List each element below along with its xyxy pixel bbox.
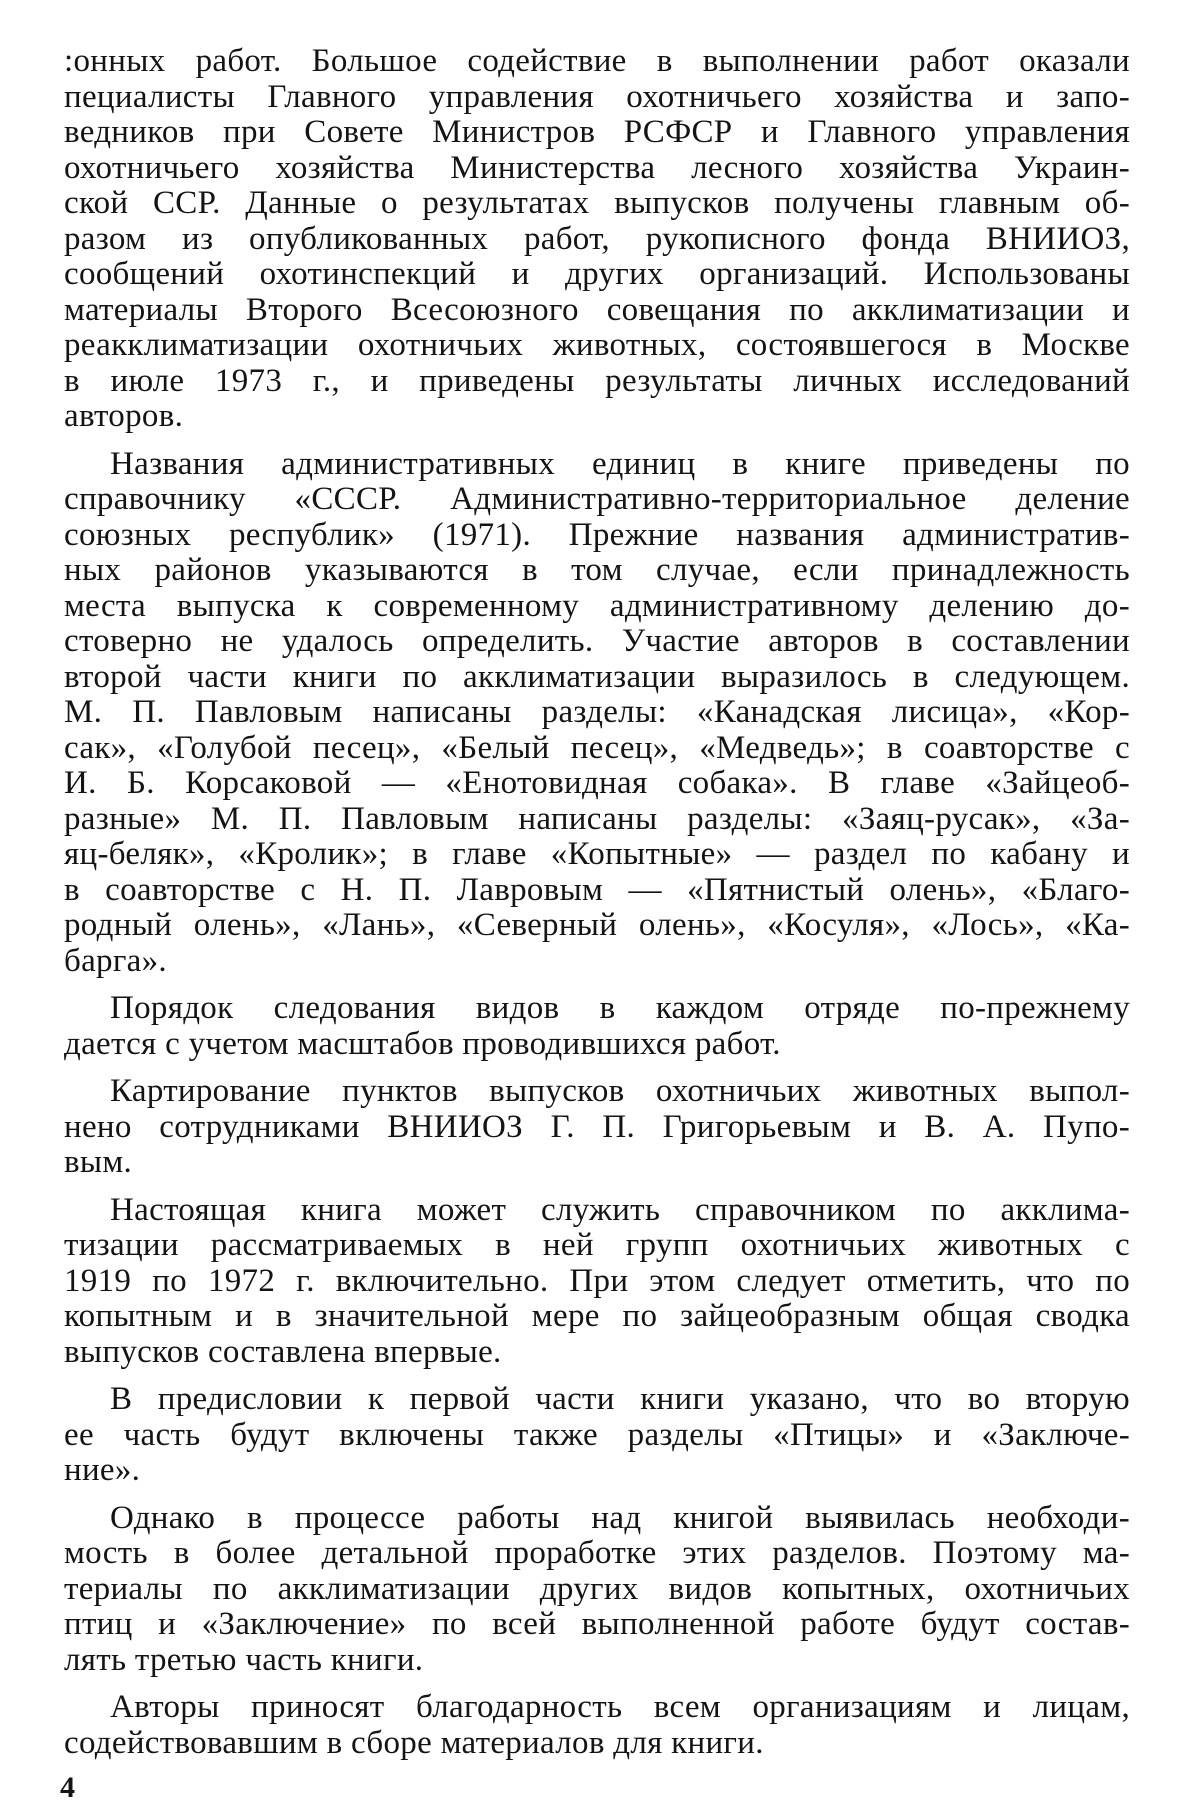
text-line: стоверно не удалось определить. Участие авторов в составлении: [64, 624, 1130, 659]
text-line: ской ССР. Данные о результатах выпусков получены главным об-: [64, 186, 1130, 221]
text-line: Картирование пунктов выпусков охотничьих животных выпол-: [110, 1074, 1130, 1109]
text-line: охотничьего хозяйства Министерства лесного хозяйства Украин-: [64, 150, 1130, 186]
text-line: сообщений охотинспекций и других организаций. Использованы: [64, 257, 1130, 292]
text-line: В предисловии к первой части книги указано, что во вторую: [110, 1382, 1130, 1417]
text-line: И. Б. Корсаковой — «Енотовидная собака». В главе «Зайцеоб-: [64, 766, 1130, 801]
text-line: разом из опубликованных работ, рукописного фонда ВНИИОЗ,: [64, 221, 1130, 257]
text-line: яц-беляк», «Кролик»; в главе «Копытные» — раздел по кабану и: [64, 837, 1130, 872]
page-number: 4: [60, 1771, 75, 1804]
text-line: родный олень», «Лань», «Северный олень», «Косуля», «Лось», «Ка-: [64, 908, 1130, 943]
paragraph-3: [64, 991, 1130, 1062]
text-line: в соавторстве с Н. П. Лавровым — «Пятнистый олень», «Благо-: [64, 872, 1130, 908]
text-line: авторов.: [64, 399, 184, 434]
paragraph-7: [64, 1501, 1130, 1679]
text-line: барга».: [64, 943, 167, 979]
text-line: нено сотрудниками ВНИИОЗ Г. П. Григорьевым и В. А. Пупо-: [64, 1109, 1130, 1145]
paragraph-5: [64, 1193, 1130, 1371]
text-line: копытным и в значительной мере по зайцеобразным общая сводка: [64, 1299, 1130, 1334]
text-line: ных районов указываются в том случае, если принадлежность: [64, 553, 1130, 588]
text-line: разные» М. П. Павловым написаны разделы: «Заяц-русак», «За-: [64, 801, 1130, 837]
paragraph-4: [64, 1074, 1130, 1181]
text-line: пециалисты Главного управления охотничьего хозяйства и запо-: [64, 79, 1130, 115]
text-line: ние».: [64, 1453, 141, 1488]
text-line: ее часть будут включены также разделы «Птицы» и «Заключе-: [64, 1417, 1130, 1453]
text-line: справочнику «СССР. Административно-территориальное деление: [64, 482, 1130, 517]
text-line: лять третью часть книги.: [64, 1642, 424, 1678]
text-line: птиц и «Заключение» по всей выполненной работе будут состав-: [64, 1607, 1130, 1642]
paragraph-8: [64, 1690, 1130, 1761]
text-line: :онных работ. Большое содействие в выполнении работ оказали: [64, 44, 1130, 79]
paragraph-2: [64, 447, 1130, 980]
text-line: дается с учетом масштабов проводившихся работ.: [64, 1026, 781, 1062]
text-line: Названия административных единиц в книге приведены по: [110, 446, 1130, 482]
text-line: Порядок следования видов в каждом отряде по-прежнему: [110, 991, 1130, 1026]
paragraph-1: [64, 44, 1130, 435]
text-line: мость в более детальной проработке этих разделов. Поэтому ма-: [64, 1536, 1130, 1571]
text-line: реакклиматизации охотничьих животных, состоявшегося в Москве: [64, 328, 1130, 363]
text-line: 1919 по 1972 г. включительно. При этом следует отметить, что по: [64, 1263, 1130, 1299]
text-line: Настоящая книга может служить справочником по акклима-: [110, 1192, 1130, 1228]
text-line: Авторы приносят благодарность всем организациям и лицам,: [110, 1690, 1130, 1725]
text-line: второй части книги по акклиматизации выразилось в следующем.: [64, 659, 1130, 695]
body-text: [64, 44, 1130, 1761]
text-line: в июле 1973 г., и приведены результаты личных исследований: [64, 363, 1130, 399]
text-line: Однако в процессе работы над книгой выявилась необходи-: [110, 1500, 1130, 1536]
text-line: выпусков составлена впервые.: [64, 1334, 502, 1370]
text-line: материалы Второго Всесоюзного совещания по акклиматизации и: [64, 292, 1130, 328]
text-line: тизации рассматриваемых в ней групп охотничьих животных с: [64, 1228, 1130, 1263]
text-line: М. П. Павловым написаны разделы: «Канадская лисица», «Кор-: [64, 695, 1130, 730]
paragraph-6: [64, 1382, 1130, 1489]
text-line: сак», «Голубой песец», «Белый песец», «Медведь»; в соавторстве с: [64, 730, 1130, 766]
text-line: содействовавшим в сборе материалов для книги.: [64, 1725, 764, 1761]
text-line: вым.: [64, 1145, 133, 1180]
text-line: ведников при Совете Министров РСФСР и Главного управления: [64, 115, 1130, 150]
text-line: териалы по акклиматизации других видов копытных, охотничьих: [64, 1571, 1130, 1607]
text-line: союзных республик» (1971). Прежние названия административ-: [64, 517, 1130, 553]
text-line: места выпуска к современному административному делению до-: [64, 588, 1130, 624]
